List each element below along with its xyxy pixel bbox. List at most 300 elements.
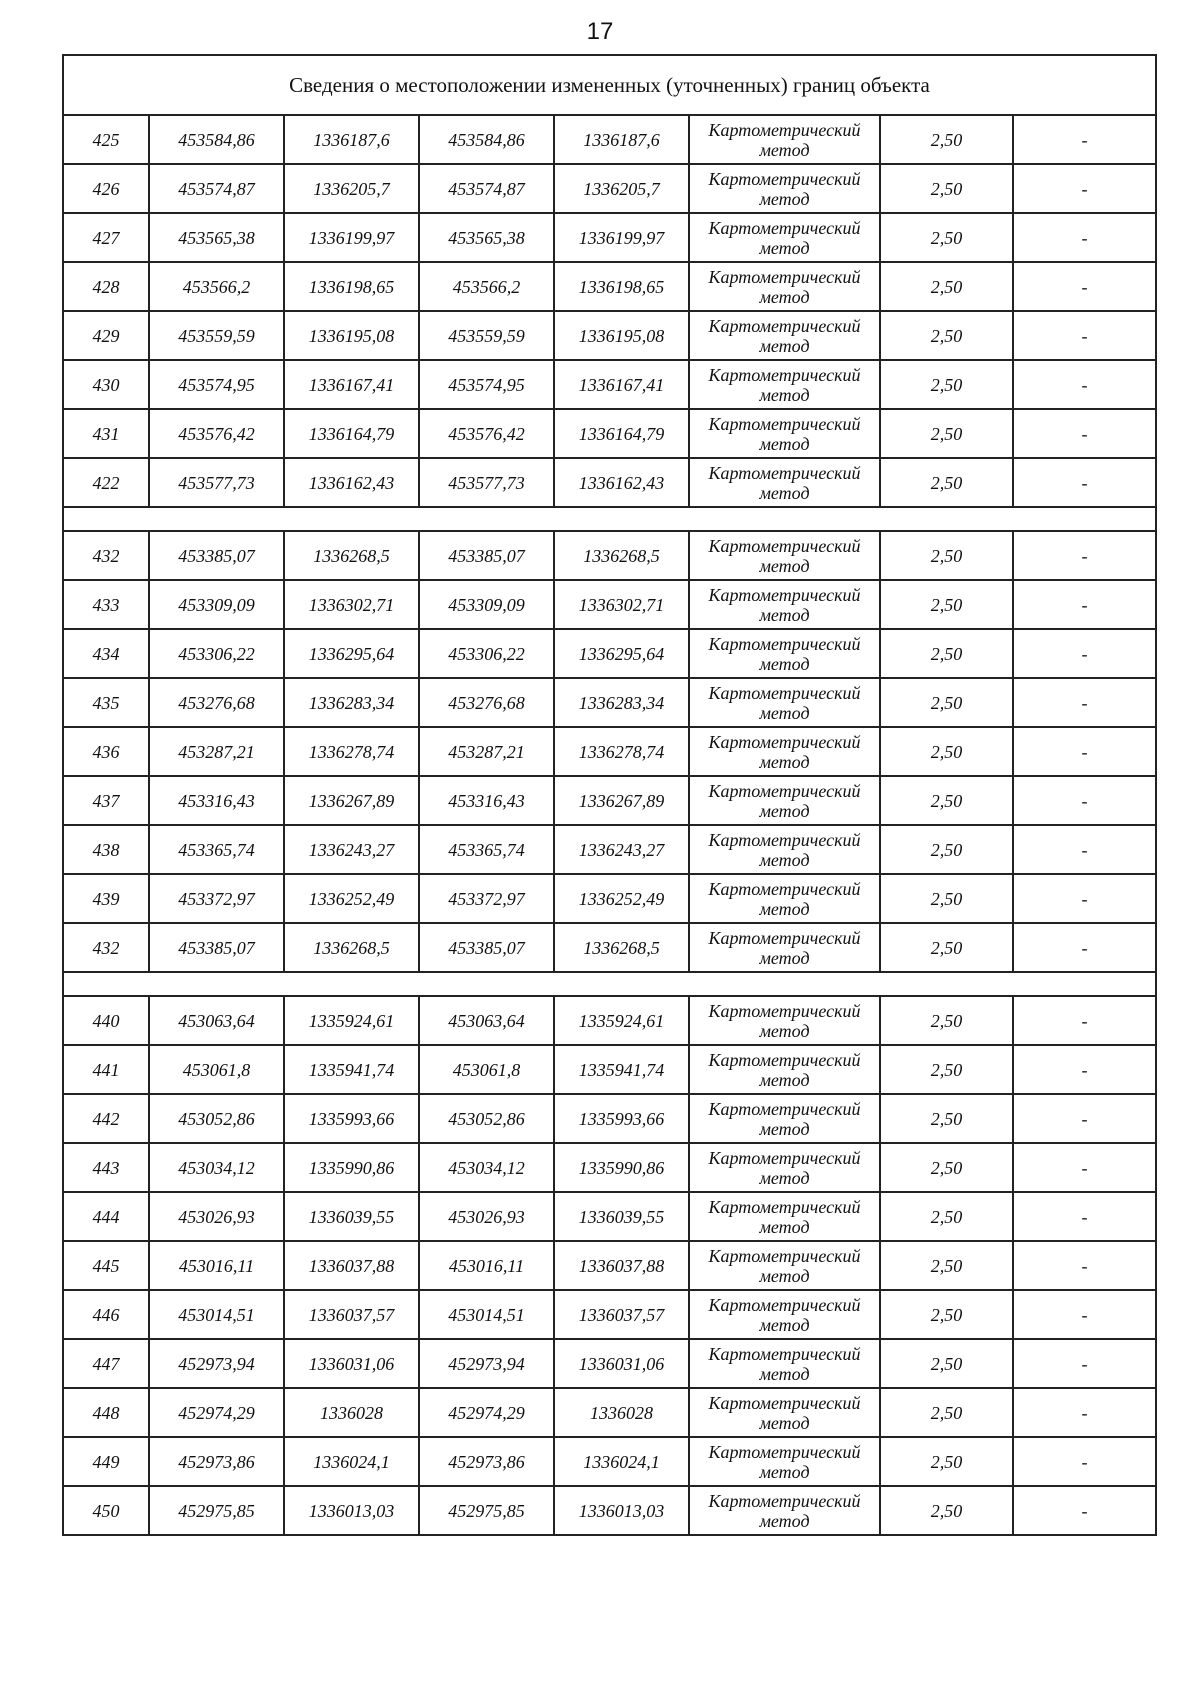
existing-y-cell: 1336024,1 xyxy=(284,1437,419,1486)
contour-separator-cell xyxy=(63,507,1156,531)
existing-x-cell: 453287,21 xyxy=(149,727,284,776)
table-row xyxy=(63,531,1156,580)
existing-x-cell: 453316,43 xyxy=(149,776,284,825)
method-line-2: метод xyxy=(759,1118,810,1139)
refined-y-cell: 1336187,6 xyxy=(554,115,689,164)
refined-y-cell: 1335924,61 xyxy=(554,996,689,1045)
note-cell: - xyxy=(1013,1339,1156,1388)
existing-y-cell: 1336243,27 xyxy=(284,825,419,874)
table-row xyxy=(63,1486,1156,1535)
method-cell xyxy=(689,996,880,1045)
existing-y-cell: 1336195,08 xyxy=(284,311,419,360)
method-line-1: Картометрический xyxy=(708,1441,861,1462)
existing-x-cell: 453566,2 xyxy=(149,262,284,311)
existing-x-cell: 453306,22 xyxy=(149,629,284,678)
method-cell xyxy=(689,629,880,678)
table-caption: Сведения о местоположении измененных (уточненных) границ объекта xyxy=(63,55,1156,115)
refined-y-cell: 1336267,89 xyxy=(554,776,689,825)
accuracy-cell: 2,50 xyxy=(880,678,1013,727)
accuracy-cell: 2,50 xyxy=(880,825,1013,874)
existing-y-cell: 1336013,03 xyxy=(284,1486,419,1535)
refined-y-cell: 1336039,55 xyxy=(554,1192,689,1241)
method-line-2: метод xyxy=(759,653,810,674)
note-cell: - xyxy=(1013,1045,1156,1094)
refined-x-cell: 453574,95 xyxy=(419,360,554,409)
accuracy-cell: 2,50 xyxy=(880,1486,1013,1535)
method-cell xyxy=(689,776,880,825)
method-cell xyxy=(689,531,880,580)
method-line-2: метод xyxy=(759,433,810,454)
accuracy-cell: 2,50 xyxy=(880,360,1013,409)
accuracy-cell: 2,50 xyxy=(880,311,1013,360)
accuracy-cell: 2,50 xyxy=(880,458,1013,507)
refined-x-cell: 453287,21 xyxy=(419,727,554,776)
table-row xyxy=(63,1192,1156,1241)
existing-y-cell: 1336031,06 xyxy=(284,1339,419,1388)
point-number-cell: 436 xyxy=(63,727,149,776)
refined-y-cell: 1336205,7 xyxy=(554,164,689,213)
existing-y-cell: 1336295,64 xyxy=(284,629,419,678)
method-line-2: метод xyxy=(759,1314,810,1335)
method-line-1: Картометрический xyxy=(708,1343,861,1364)
refined-x-cell: 453063,64 xyxy=(419,996,554,1045)
point-number-cell: 448 xyxy=(63,1388,149,1437)
method-cell xyxy=(689,262,880,311)
refined-y-cell: 1336295,64 xyxy=(554,629,689,678)
accuracy-cell: 2,50 xyxy=(880,164,1013,213)
table-row xyxy=(63,1143,1156,1192)
method-line-2: метод xyxy=(759,482,810,503)
table-row xyxy=(63,1339,1156,1388)
refined-y-cell: 1336252,49 xyxy=(554,874,689,923)
point-number-cell: 435 xyxy=(63,678,149,727)
method-line-1: Картометрический xyxy=(708,535,861,556)
accuracy-cell: 2,50 xyxy=(880,1143,1013,1192)
refined-y-cell: 1336195,08 xyxy=(554,311,689,360)
accuracy-cell: 2,50 xyxy=(880,409,1013,458)
method-cell xyxy=(689,825,880,874)
refined-y-cell: 1336278,74 xyxy=(554,727,689,776)
refined-x-cell: 453034,12 xyxy=(419,1143,554,1192)
method-line-1: Картометрический xyxy=(708,633,861,654)
accuracy-cell: 2,50 xyxy=(880,874,1013,923)
method-cell xyxy=(689,311,880,360)
refined-x-cell: 453576,42 xyxy=(419,409,554,458)
method-line-1: Картометрический xyxy=(708,217,861,238)
table-row xyxy=(63,629,1156,678)
method-line-1: Картометрический xyxy=(708,1245,861,1266)
refined-x-cell: 453372,97 xyxy=(419,874,554,923)
note-cell: - xyxy=(1013,213,1156,262)
refined-y-cell: 1335941,74 xyxy=(554,1045,689,1094)
point-number-cell: 444 xyxy=(63,1192,149,1241)
method-line-2: метод xyxy=(759,1167,810,1188)
existing-y-cell: 1336164,79 xyxy=(284,409,419,458)
method-line-1: Картометрический xyxy=(708,1392,861,1413)
table-row xyxy=(63,1241,1156,1290)
refined-x-cell: 453559,59 xyxy=(419,311,554,360)
existing-y-cell: 1335941,74 xyxy=(284,1045,419,1094)
accuracy-cell: 2,50 xyxy=(880,1192,1013,1241)
note-cell: - xyxy=(1013,1143,1156,1192)
method-line-1: Картометрический xyxy=(708,927,861,948)
point-number-cell: 450 xyxy=(63,1486,149,1535)
existing-y-cell: 1335990,86 xyxy=(284,1143,419,1192)
note-cell: - xyxy=(1013,776,1156,825)
method-cell xyxy=(689,580,880,629)
method-line-2: метод xyxy=(759,335,810,356)
method-line-1: Картометрический xyxy=(708,168,861,189)
existing-x-cell: 453385,07 xyxy=(149,531,284,580)
existing-x-cell: 453052,86 xyxy=(149,1094,284,1143)
method-cell xyxy=(689,164,880,213)
table-row xyxy=(63,825,1156,874)
existing-y-cell: 1336037,88 xyxy=(284,1241,419,1290)
accuracy-cell: 2,50 xyxy=(880,727,1013,776)
point-number-cell: 432 xyxy=(63,531,149,580)
table-row xyxy=(63,311,1156,360)
refined-x-cell: 453276,68 xyxy=(419,678,554,727)
existing-x-cell: 453584,86 xyxy=(149,115,284,164)
point-number-cell: 449 xyxy=(63,1437,149,1486)
note-cell: - xyxy=(1013,262,1156,311)
existing-x-cell: 453565,38 xyxy=(149,213,284,262)
method-line-1: Картометрический xyxy=(708,878,861,899)
point-number-cell: 425 xyxy=(63,115,149,164)
refined-x-cell: 453577,73 xyxy=(419,458,554,507)
table-row xyxy=(63,580,1156,629)
note-cell: - xyxy=(1013,923,1156,972)
refined-x-cell: 453565,38 xyxy=(419,213,554,262)
point-number-cell: 429 xyxy=(63,311,149,360)
refined-y-cell: 1336243,27 xyxy=(554,825,689,874)
accuracy-cell: 2,50 xyxy=(880,776,1013,825)
existing-x-cell: 452974,29 xyxy=(149,1388,284,1437)
existing-y-cell: 1336037,57 xyxy=(284,1290,419,1339)
existing-x-cell: 453559,59 xyxy=(149,311,284,360)
point-number-cell: 446 xyxy=(63,1290,149,1339)
accuracy-cell: 2,50 xyxy=(880,115,1013,164)
method-cell xyxy=(689,1486,880,1535)
method-line-1: Картометрический xyxy=(708,266,861,287)
refined-y-cell: 1336164,79 xyxy=(554,409,689,458)
note-cell: - xyxy=(1013,1241,1156,1290)
method-line-1: Картометрический xyxy=(708,584,861,605)
existing-x-cell: 453014,51 xyxy=(149,1290,284,1339)
existing-x-cell: 453574,95 xyxy=(149,360,284,409)
method-line-1: Картометрический xyxy=(708,119,861,140)
existing-x-cell: 453034,12 xyxy=(149,1143,284,1192)
point-number-cell: 445 xyxy=(63,1241,149,1290)
refined-y-cell: 1336024,1 xyxy=(554,1437,689,1486)
accuracy-cell: 2,50 xyxy=(880,531,1013,580)
method-line-2: метод xyxy=(759,849,810,870)
accuracy-cell: 2,50 xyxy=(880,1388,1013,1437)
existing-y-cell: 1336252,49 xyxy=(284,874,419,923)
accuracy-cell: 2,50 xyxy=(880,262,1013,311)
refined-x-cell: 453566,2 xyxy=(419,262,554,311)
method-line-1: Картометрический xyxy=(708,364,861,385)
existing-x-cell: 453026,93 xyxy=(149,1192,284,1241)
method-cell xyxy=(689,1290,880,1339)
refined-x-cell: 453061,8 xyxy=(419,1045,554,1094)
method-line-2: метод xyxy=(759,1020,810,1041)
method-line-2: метод xyxy=(759,237,810,258)
note-cell: - xyxy=(1013,1486,1156,1535)
contour-separator-cell xyxy=(63,972,1156,996)
accuracy-cell: 2,50 xyxy=(880,1094,1013,1143)
method-line-2: метод xyxy=(759,139,810,160)
refined-y-cell: 1336031,06 xyxy=(554,1339,689,1388)
refined-y-cell: 1335993,66 xyxy=(554,1094,689,1143)
existing-y-cell: 1336198,65 xyxy=(284,262,419,311)
refined-y-cell: 1336037,57 xyxy=(554,1290,689,1339)
method-line-2: метод xyxy=(759,702,810,723)
existing-y-cell: 1336167,41 xyxy=(284,360,419,409)
refined-x-cell: 453584,86 xyxy=(419,115,554,164)
table-row xyxy=(63,1388,1156,1437)
method-cell xyxy=(689,1192,880,1241)
method-cell xyxy=(689,115,880,164)
method-cell xyxy=(689,409,880,458)
method-cell xyxy=(689,360,880,409)
method-cell xyxy=(689,1437,880,1486)
note-cell: - xyxy=(1013,874,1156,923)
existing-y-cell: 1335924,61 xyxy=(284,996,419,1045)
refined-x-cell: 453016,11 xyxy=(419,1241,554,1290)
refined-x-cell: 453306,22 xyxy=(419,629,554,678)
table-row xyxy=(63,262,1156,311)
table-caption-row xyxy=(63,55,1156,115)
method-line-1: Картометрический xyxy=(708,829,861,850)
existing-x-cell: 453309,09 xyxy=(149,580,284,629)
refined-x-cell: 452973,86 xyxy=(419,1437,554,1486)
refined-x-cell: 453365,74 xyxy=(419,825,554,874)
page-number: 17 xyxy=(586,18,614,45)
point-number-cell: 442 xyxy=(63,1094,149,1143)
table-row xyxy=(63,360,1156,409)
method-line-2: метод xyxy=(759,188,810,209)
table-row xyxy=(63,923,1156,972)
refined-y-cell: 1336037,88 xyxy=(554,1241,689,1290)
method-line-2: метод xyxy=(759,1510,810,1531)
method-line-1: Картометрический xyxy=(708,1147,861,1168)
existing-y-cell: 1336028 xyxy=(284,1388,419,1437)
existing-y-cell: 1336199,97 xyxy=(284,213,419,262)
note-cell: - xyxy=(1013,409,1156,458)
existing-x-cell: 453365,74 xyxy=(149,825,284,874)
method-cell xyxy=(689,1241,880,1290)
point-number-cell: 439 xyxy=(63,874,149,923)
refined-y-cell: 1336162,43 xyxy=(554,458,689,507)
method-line-1: Картометрический xyxy=(708,1049,861,1070)
table-row xyxy=(63,458,1156,507)
existing-x-cell: 453577,73 xyxy=(149,458,284,507)
note-cell: - xyxy=(1013,458,1156,507)
refined-y-cell: 1336198,65 xyxy=(554,262,689,311)
accuracy-cell: 2,50 xyxy=(880,580,1013,629)
refined-x-cell: 453014,51 xyxy=(419,1290,554,1339)
accuracy-cell: 2,50 xyxy=(880,629,1013,678)
table-body xyxy=(63,55,1156,1535)
existing-x-cell: 452973,86 xyxy=(149,1437,284,1486)
method-line-2: метод xyxy=(759,1363,810,1384)
table-row xyxy=(63,1290,1156,1339)
existing-x-cell: 453574,87 xyxy=(149,164,284,213)
refined-y-cell: 1336268,5 xyxy=(554,531,689,580)
note-cell: - xyxy=(1013,727,1156,776)
note-cell: - xyxy=(1013,1192,1156,1241)
method-line-2: метод xyxy=(759,898,810,919)
method-cell xyxy=(689,1339,880,1388)
method-line-1: Картометрический xyxy=(708,682,861,703)
note-cell: - xyxy=(1013,115,1156,164)
existing-y-cell: 1336039,55 xyxy=(284,1192,419,1241)
existing-x-cell: 453385,07 xyxy=(149,923,284,972)
refined-x-cell: 452975,85 xyxy=(419,1486,554,1535)
refined-y-cell: 1335990,86 xyxy=(554,1143,689,1192)
table-row xyxy=(63,874,1156,923)
table-row xyxy=(63,409,1156,458)
method-line-2: метод xyxy=(759,384,810,405)
refined-y-cell: 1336302,71 xyxy=(554,580,689,629)
refined-y-cell: 1336268,5 xyxy=(554,923,689,972)
contour-separator-row xyxy=(63,972,1156,996)
method-cell xyxy=(689,923,880,972)
table-row xyxy=(63,164,1156,213)
method-line-1: Картометрический xyxy=(708,780,861,801)
table-row xyxy=(63,1437,1156,1486)
point-number-cell: 447 xyxy=(63,1339,149,1388)
method-cell xyxy=(689,213,880,262)
point-number-cell: 438 xyxy=(63,825,149,874)
point-number-cell: 428 xyxy=(63,262,149,311)
method-line-2: метод xyxy=(759,1461,810,1482)
point-number-cell: 437 xyxy=(63,776,149,825)
method-line-2: метод xyxy=(759,1069,810,1090)
note-cell: - xyxy=(1013,580,1156,629)
method-line-1: Картометрический xyxy=(708,1098,861,1119)
method-line-2: метод xyxy=(759,947,810,968)
table-row xyxy=(63,1094,1156,1143)
table-row xyxy=(63,678,1156,727)
table-row xyxy=(63,727,1156,776)
method-cell xyxy=(689,458,880,507)
method-line-2: метод xyxy=(759,555,810,576)
method-line-2: метод xyxy=(759,1412,810,1433)
refined-y-cell: 1336013,03 xyxy=(554,1486,689,1535)
method-line-1: Картометрический xyxy=(708,731,861,752)
accuracy-cell: 2,50 xyxy=(880,1241,1013,1290)
method-line-1: Картометрический xyxy=(708,1196,861,1217)
existing-x-cell: 453372,97 xyxy=(149,874,284,923)
method-line-2: метод xyxy=(759,1265,810,1286)
note-cell: - xyxy=(1013,531,1156,580)
point-number-cell: 443 xyxy=(63,1143,149,1192)
method-line-2: метод xyxy=(759,800,810,821)
refined-x-cell: 453309,09 xyxy=(419,580,554,629)
existing-x-cell: 453063,64 xyxy=(149,996,284,1045)
accuracy-cell: 2,50 xyxy=(880,923,1013,972)
refined-x-cell: 453316,43 xyxy=(419,776,554,825)
existing-y-cell: 1336278,74 xyxy=(284,727,419,776)
contour-separator-row xyxy=(63,507,1156,531)
method-line-1: Картометрический xyxy=(708,1490,861,1511)
existing-y-cell: 1336268,5 xyxy=(284,531,419,580)
point-number-cell: 427 xyxy=(63,213,149,262)
existing-y-cell: 1336187,6 xyxy=(284,115,419,164)
existing-x-cell: 452975,85 xyxy=(149,1486,284,1535)
note-cell: - xyxy=(1013,360,1156,409)
existing-y-cell: 1336205,7 xyxy=(284,164,419,213)
accuracy-cell: 2,50 xyxy=(880,1290,1013,1339)
existing-x-cell: 453276,68 xyxy=(149,678,284,727)
existing-y-cell: 1336283,34 xyxy=(284,678,419,727)
existing-y-cell: 1336302,71 xyxy=(284,580,419,629)
note-cell: - xyxy=(1013,1437,1156,1486)
method-line-1: Картометрический xyxy=(708,1000,861,1021)
existing-x-cell: 453576,42 xyxy=(149,409,284,458)
point-number-cell: 422 xyxy=(63,458,149,507)
note-cell: - xyxy=(1013,311,1156,360)
method-cell xyxy=(689,1388,880,1437)
refined-x-cell: 452974,29 xyxy=(419,1388,554,1437)
method-line-2: метод xyxy=(759,604,810,625)
accuracy-cell: 2,50 xyxy=(880,213,1013,262)
method-cell xyxy=(689,874,880,923)
method-line-2: метод xyxy=(759,751,810,772)
point-number-cell: 440 xyxy=(63,996,149,1045)
note-cell: - xyxy=(1013,164,1156,213)
refined-x-cell: 453385,07 xyxy=(419,923,554,972)
refined-x-cell: 453385,07 xyxy=(419,531,554,580)
table-row xyxy=(63,776,1156,825)
method-line-1: Картометрический xyxy=(708,1294,861,1315)
existing-x-cell: 452973,94 xyxy=(149,1339,284,1388)
refined-x-cell: 453574,87 xyxy=(419,164,554,213)
method-line-2: метод xyxy=(759,1216,810,1237)
point-number-cell: 430 xyxy=(63,360,149,409)
note-cell: - xyxy=(1013,1094,1156,1143)
existing-y-cell: 1336162,43 xyxy=(284,458,419,507)
point-number-cell: 432 xyxy=(63,923,149,972)
method-line-1: Картометрический xyxy=(708,462,861,483)
refined-x-cell: 453052,86 xyxy=(419,1094,554,1143)
existing-y-cell: 1336268,5 xyxy=(284,923,419,972)
method-cell xyxy=(689,1143,880,1192)
boundary-coordinates-table xyxy=(62,54,1157,1536)
method-line-2: метод xyxy=(759,286,810,307)
refined-x-cell: 452973,94 xyxy=(419,1339,554,1388)
method-line-1: Картометрический xyxy=(708,413,861,434)
accuracy-cell: 2,50 xyxy=(880,1437,1013,1486)
method-cell xyxy=(689,678,880,727)
note-cell: - xyxy=(1013,1388,1156,1437)
table-row xyxy=(63,996,1156,1045)
note-cell: - xyxy=(1013,996,1156,1045)
accuracy-cell: 2,50 xyxy=(880,996,1013,1045)
point-number-cell: 441 xyxy=(63,1045,149,1094)
method-line-1: Картометрический xyxy=(708,315,861,336)
method-cell xyxy=(689,1045,880,1094)
refined-x-cell: 453026,93 xyxy=(419,1192,554,1241)
point-number-cell: 433 xyxy=(63,580,149,629)
accuracy-cell: 2,50 xyxy=(880,1339,1013,1388)
note-cell: - xyxy=(1013,678,1156,727)
method-cell xyxy=(689,727,880,776)
existing-y-cell: 1335993,66 xyxy=(284,1094,419,1143)
accuracy-cell: 2,50 xyxy=(880,1045,1013,1094)
